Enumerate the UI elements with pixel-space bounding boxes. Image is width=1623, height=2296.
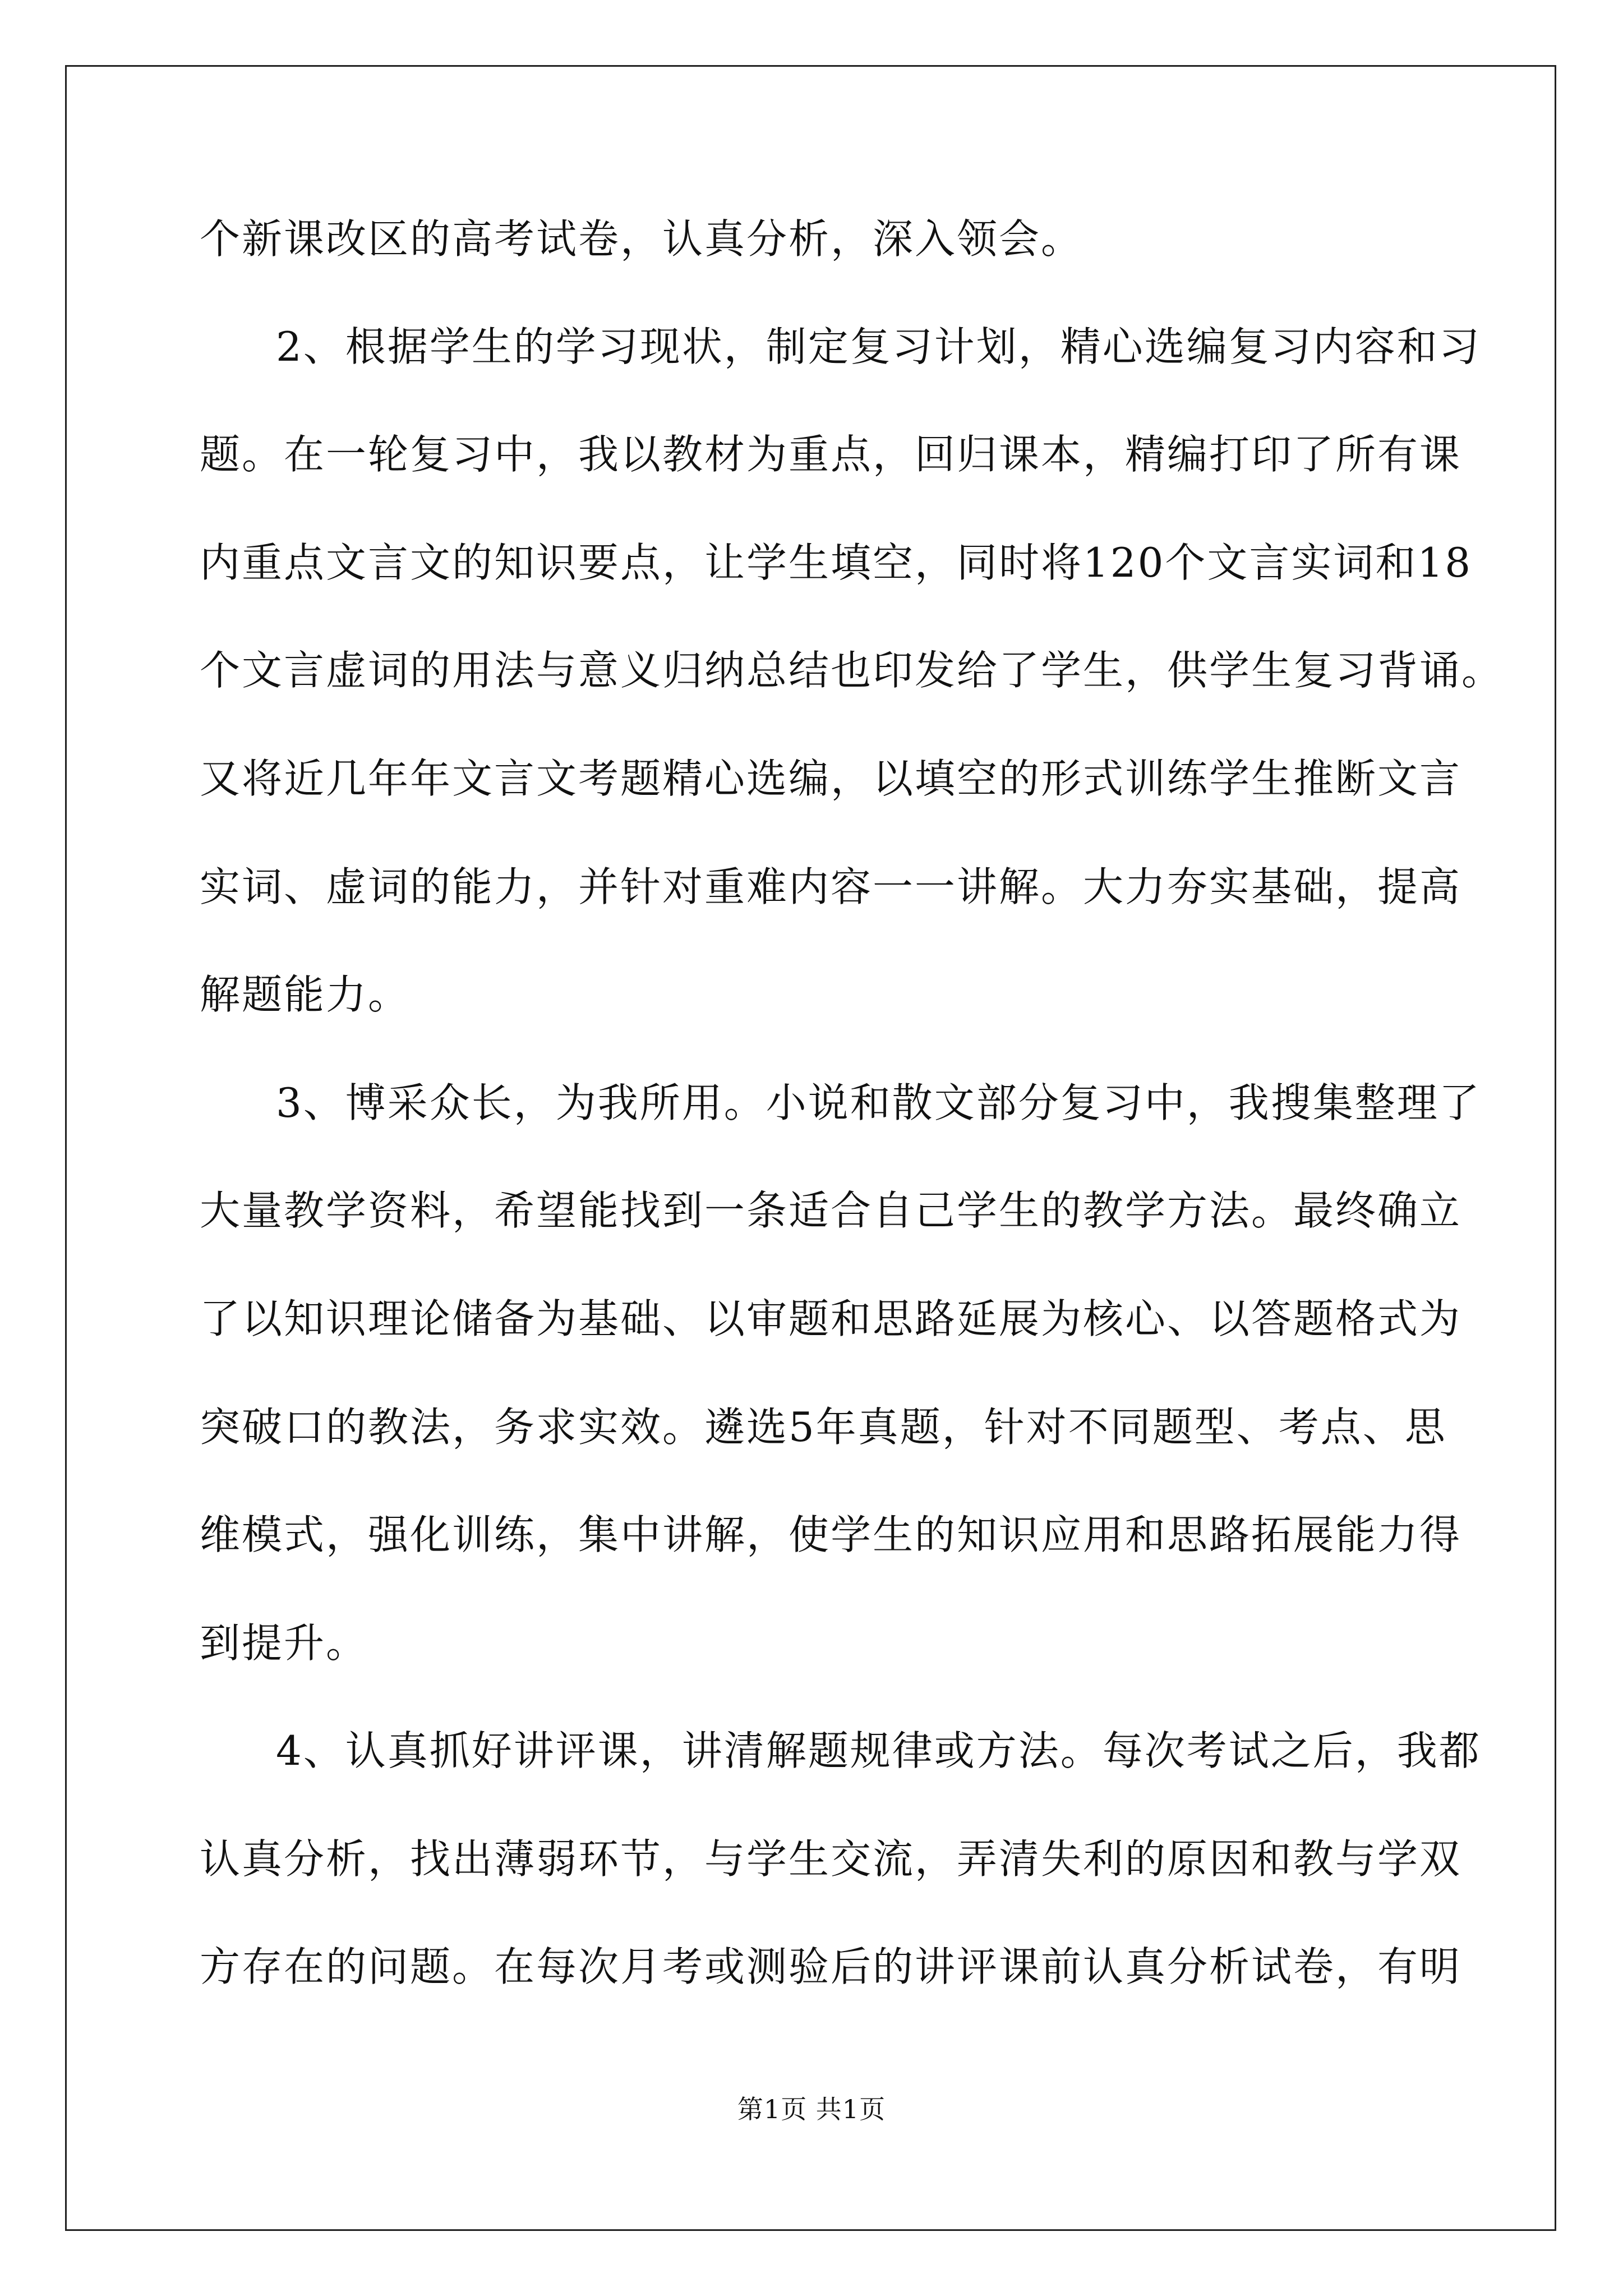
text-line: 2、根据学生的学习现状，制定复习计划，精心选编复习内容和习 [276,323,1481,370]
text-line: 3、博采众长，为我所用。小说和散文部分复习中，我搜集整理了 [276,1079,1481,1126]
text-line: 又将近几年年文言文考题精心选编，以填空的形式训练学生推断文言 [200,755,1462,802]
text-line: 题。在一轮复习中，我以教材为重点，回归课本，精编打印了所有课 [200,431,1462,478]
text-line: 个文言虚词的用法与意义归纳总结也印发给了学生，供学生复习背诵。 [200,647,1504,694]
text-line: 方存在的问题。在每次月考或测验后的讲评课前认真分析试卷，有明 [200,1943,1462,1990]
text-line: 突破口的教法，务求实效。遴选5年真题，针对不同题型、考点、思 [200,1404,1447,1451]
page-footer: 第1页 共1页 [737,2094,886,2124]
text-line: 解题能力。 [200,971,411,1018]
text-line: 内重点文言文的知识要点，让学生填空，同时将120个文言实词和18 [200,539,1473,586]
text-line: 个新课改区的高考试卷，认真分析，深入领会。 [200,215,1083,263]
text-line: 认真分析，找出薄弱环节，与学生交流，弄清失利的原因和教与学双 [200,1835,1462,1883]
text-line: 实词、虚词的能力，并针对重难内容一一讲解。大力夯实基础，提高 [200,863,1462,910]
text-line: 到提升。 [200,1619,368,1667]
text-line: 维模式，强化训练，集中讲解，使学生的知识应用和思路拓展能力得 [200,1511,1462,1558]
text-line: 4、认真抓好讲评课，讲清解题规律或方法。每次考试之后，我都 [276,1727,1481,1774]
page-border [65,65,1556,2231]
text-line: 了以知识理论储备为基础、以审题和思路延展为核心、以答题格式为 [200,1295,1462,1342]
text-line: 大量教学资料，希望能找到一条适合自己学生的教学方法。最终确立 [200,1187,1462,1234]
